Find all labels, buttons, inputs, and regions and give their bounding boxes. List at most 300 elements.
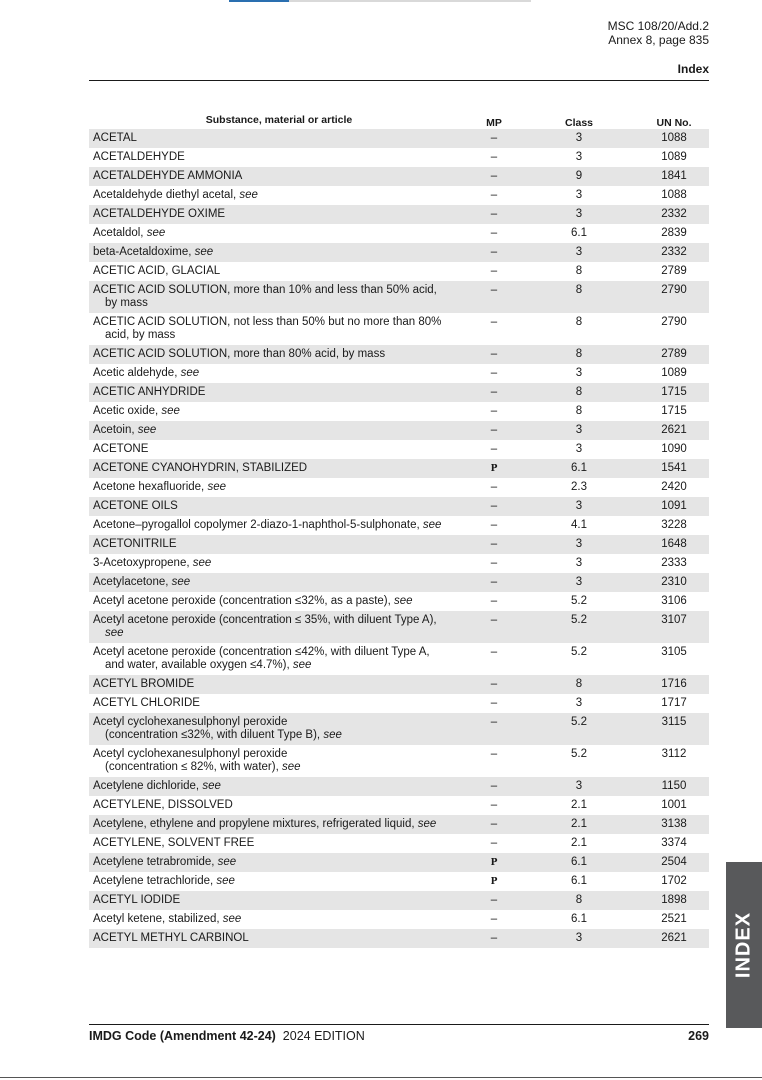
substance-name: ACETALDEHYDE OXIME — [93, 208, 226, 220]
see-reference: see — [422, 519, 442, 531]
substance-name: ACETYL IODIDE — [93, 894, 181, 906]
un-number-cell: 1090 — [661, 443, 687, 455]
class-cell: 3 — [575, 932, 583, 944]
see-reference: see — [323, 729, 342, 741]
table-row — [89, 713, 709, 745]
substance-cell — [89, 694, 469, 713]
substance-cell — [89, 535, 469, 554]
substance-name: ACETIC ANHYDRIDE — [93, 386, 206, 398]
substance-name: Acetyl acetone peroxide (concentration ≤32%, as a paste), — [93, 595, 395, 607]
mp-cell — [469, 554, 519, 570]
substance-name: ACETIC ACID SOLUTION, more than 10% and less than 50% acid, — [93, 284, 437, 296]
class-cell: 3 — [575, 189, 583, 201]
mp-value: – — [490, 932, 498, 944]
mp-value: – — [490, 837, 498, 849]
substance-cell — [89, 573, 469, 592]
un-number-cell: 2789 — [661, 348, 687, 360]
mp-value: – — [490, 132, 498, 144]
mp-cell — [469, 364, 519, 380]
substance-cell — [89, 129, 469, 148]
class-cell: 6.1 — [571, 227, 587, 239]
table-row — [89, 148, 709, 167]
un-number-cell: 2839 — [661, 227, 687, 239]
substance-name: Acetone–pyrogallol copolymer 2-diazo-1-naphthol-5-sulphonate, — [93, 519, 423, 531]
mp-cell — [469, 497, 519, 513]
un-number-cell: 1088 — [661, 189, 687, 201]
class-cell: 3 — [575, 500, 583, 512]
class-cell: 2.3 — [571, 481, 587, 493]
table-row — [89, 243, 709, 262]
table-row — [89, 313, 709, 345]
table-row — [89, 611, 709, 643]
footer-edition: 2024 EDITION — [282, 1029, 365, 1043]
table-row — [89, 815, 709, 834]
substance-name: ACETAL — [93, 132, 137, 144]
un-number-cell: 2621 — [661, 424, 687, 436]
un-number-cell: 1150 — [661, 780, 687, 792]
mp-cell — [469, 535, 519, 551]
substance-cell — [89, 186, 469, 205]
mp-value: – — [490, 367, 498, 379]
substance-name-line2: by mass — [105, 297, 148, 309]
class-cell: 2.1 — [571, 837, 587, 849]
table-row — [89, 383, 709, 402]
mp-value: – — [490, 151, 498, 163]
doc-ref: MSC 108/20/Add.2 — [607, 19, 709, 33]
mp-cell — [469, 186, 519, 202]
class-cell: 2.1 — [571, 799, 587, 811]
mp-cell — [469, 440, 519, 456]
un-number-cell: 1715 — [661, 405, 687, 417]
un-number-cell: 1001 — [661, 799, 687, 811]
un-number-cell: 2504 — [661, 856, 687, 868]
substance-name: Acetaldehyde diethyl acetal, — [93, 189, 240, 201]
page-number: 269 — [688, 1029, 709, 1043]
mp-value: – — [490, 780, 498, 792]
mp-cell — [469, 459, 519, 476]
class-cell: 3 — [575, 697, 583, 709]
mp-cell — [469, 148, 519, 164]
substance-cell — [89, 167, 469, 186]
substance-name: Acetyl cyclohexanesulphonyl peroxide — [93, 748, 288, 760]
see-reference: see — [171, 576, 191, 588]
un-number-cell: 2790 — [661, 284, 687, 296]
mp-value: – — [490, 697, 498, 709]
substance-cell — [89, 777, 469, 796]
class-cell: 8 — [575, 316, 583, 328]
mp-cell — [469, 643, 519, 659]
mp-value: – — [490, 576, 498, 588]
substance-name: ACETONE — [93, 443, 149, 455]
substance-cell — [89, 853, 469, 872]
mp-value: – — [490, 227, 498, 239]
marine-pollutant-mark: P — [490, 858, 498, 868]
footer-divider — [89, 1024, 709, 1025]
table-header — [89, 113, 709, 129]
class-cell: 8 — [575, 348, 583, 360]
table-row — [89, 675, 709, 694]
side-tab-label: INDEX — [732, 911, 755, 979]
class-cell: 8 — [575, 894, 583, 906]
see-reference: see — [180, 367, 200, 379]
un-number-cell: 1715 — [661, 386, 687, 398]
index-table — [89, 113, 709, 948]
table-row — [89, 592, 709, 611]
mp-cell — [469, 777, 519, 793]
index-side-tab[interactable] — [726, 862, 762, 1028]
substance-name: Acetyl ketene, stabilized, — [93, 913, 223, 925]
table-row — [89, 891, 709, 910]
class-cell: 3 — [575, 443, 583, 455]
mp-value: – — [490, 646, 498, 658]
class-cell: 9 — [575, 170, 583, 182]
mp-cell — [469, 694, 519, 710]
substance-cell — [89, 611, 469, 643]
un-number-cell: 3106 — [661, 595, 687, 607]
un-number-cell: 3112 — [661, 748, 687, 760]
substance-name: ACETYL METHYL CARBINOL — [93, 932, 249, 944]
substance-name-line2: acid, by mass — [105, 329, 176, 341]
class-cell: 3 — [575, 151, 583, 163]
un-number-cell: 3115 — [661, 716, 687, 728]
un-number-cell: 1091 — [661, 500, 687, 512]
mp-cell — [469, 929, 519, 945]
substance-cell — [89, 929, 469, 948]
mp-cell — [469, 478, 519, 494]
substance-cell — [89, 345, 469, 364]
header-divider — [89, 80, 709, 81]
footer-title — [89, 1029, 365, 1043]
substance-cell — [89, 516, 469, 535]
substance-name-cont — [93, 627, 465, 640]
mp-value: – — [490, 348, 498, 360]
mp-cell — [469, 834, 519, 850]
table-row — [89, 402, 709, 421]
see-reference: see — [192, 557, 212, 569]
table-row — [89, 796, 709, 815]
substance-cell — [89, 745, 469, 777]
mp-value: – — [490, 424, 498, 436]
substance-name-line2: (concentration ≤32%, with diluent Type B), — [105, 729, 324, 741]
see-reference: see — [281, 761, 301, 773]
col-substance: Substance, material or article — [205, 114, 353, 126]
see-reference: see — [239, 189, 258, 201]
mp-cell — [469, 243, 519, 259]
un-number-cell: 1841 — [661, 170, 687, 182]
see-reference: see — [394, 595, 413, 607]
mp-cell — [469, 402, 519, 418]
un-number-cell: 2790 — [661, 316, 687, 328]
mp-cell — [469, 421, 519, 437]
see-reference: see — [222, 913, 242, 925]
substance-name-cont — [93, 297, 465, 310]
substance-name: Acetoin, — [93, 424, 138, 436]
mp-value: – — [490, 913, 498, 925]
mp-value: – — [490, 405, 498, 417]
class-cell: 8 — [575, 386, 583, 398]
mp-value: – — [490, 678, 498, 690]
un-number-cell: 1089 — [661, 367, 687, 379]
substance-cell — [89, 243, 469, 262]
mp-cell — [469, 713, 519, 729]
mp-cell — [469, 675, 519, 691]
un-number-cell: 2420 — [661, 481, 687, 493]
mp-value: – — [490, 208, 498, 220]
class-cell: 3 — [575, 780, 583, 792]
mp-value: – — [490, 595, 498, 607]
class-cell: 2.1 — [571, 818, 587, 830]
un-number-cell: 2310 — [661, 576, 687, 588]
substance-name: Acetone hexafluoride, — [93, 481, 208, 493]
table-row — [89, 535, 709, 554]
substance-name: ACETONE OILS — [93, 500, 178, 512]
substance-name: ACETYLENE, SOLVENT FREE — [93, 837, 255, 849]
mp-value: – — [490, 500, 498, 512]
table-row — [89, 281, 709, 313]
see-reference: see — [417, 818, 437, 830]
substance-name: Acetyl acetone peroxide (concentration ≤ 35%, with diluent Type A), — [93, 614, 437, 626]
substance-name: ACETIC ACID SOLUTION, not less than 50% but no more than 80% — [93, 316, 442, 328]
mp-cell — [469, 573, 519, 589]
substance-name: Acetyl acetone peroxide (concentration ≤42%, with diluent Type A, — [93, 646, 430, 658]
substance-cell — [89, 675, 469, 694]
class-cell: 3 — [575, 557, 583, 569]
mp-value: – — [490, 246, 498, 258]
class-cell: 5.2 — [571, 748, 587, 760]
mp-cell — [469, 611, 519, 627]
class-cell: 3 — [575, 538, 583, 550]
class-cell: 8 — [575, 405, 583, 417]
substance-cell — [89, 834, 469, 853]
mp-value: – — [490, 265, 498, 277]
mp-cell — [469, 262, 519, 278]
mp-value: – — [490, 716, 498, 728]
class-cell: 8 — [575, 678, 583, 690]
table-row — [89, 745, 709, 777]
mp-cell — [469, 281, 519, 297]
substance-name-cont — [93, 659, 465, 672]
substance-cell — [89, 796, 469, 815]
table-row — [89, 364, 709, 383]
substance-name: Acetylene, ethylene and propylene mixtures, refrigerated liquid, — [93, 818, 418, 830]
mp-cell — [469, 745, 519, 761]
substance-name: ACETYL CHLORIDE — [93, 697, 200, 709]
substance-cell — [89, 281, 469, 313]
mp-value: – — [490, 818, 498, 830]
see-reference: see — [292, 659, 312, 671]
substance-name: ACETALDEHYDE AMMONIA — [93, 170, 243, 182]
class-cell: 3 — [575, 208, 583, 220]
mp-cell — [469, 383, 519, 399]
table-row — [89, 872, 709, 891]
un-number-cell: 3107 — [661, 614, 687, 626]
class-cell: 6.1 — [571, 856, 587, 868]
marine-pollutant-mark: P — [490, 464, 498, 474]
table-row — [89, 421, 709, 440]
table-row — [89, 853, 709, 872]
substance-name: Acetylene tetrachloride, — [93, 875, 217, 887]
class-cell: 3 — [575, 246, 583, 258]
table-row — [89, 554, 709, 573]
un-number-cell: 2333 — [661, 557, 687, 569]
mp-value: – — [490, 443, 498, 455]
substance-cell — [89, 497, 469, 516]
table-row — [89, 224, 709, 243]
substance-name: ACETIC ACID SOLUTION, more than 80% acid, by mass — [93, 348, 386, 360]
see-reference: see — [161, 405, 180, 417]
substance-name-cont — [93, 329, 465, 342]
substance-name: ACETYL BROMIDE — [93, 678, 195, 690]
substance-cell — [89, 713, 469, 745]
un-number-cell: 2621 — [661, 932, 687, 944]
see-reference: see — [202, 780, 221, 792]
col-mp: MP — [486, 117, 502, 129]
substance-name-line2: (concentration ≤ 82%, with water), — [105, 761, 282, 773]
mp-value: – — [490, 170, 498, 182]
mp-cell — [469, 796, 519, 812]
substance-cell — [89, 148, 469, 167]
un-number-cell: 2521 — [661, 913, 687, 925]
mp-value: – — [490, 614, 498, 626]
table-row — [89, 910, 709, 929]
class-cell: 5.2 — [571, 716, 587, 728]
table-row — [89, 167, 709, 186]
substance-cell — [89, 891, 469, 910]
un-number-cell: 1088 — [661, 132, 687, 144]
see-reference: see — [216, 875, 235, 887]
substance-cell — [89, 224, 469, 243]
table-row — [89, 573, 709, 592]
substance-cell — [89, 459, 469, 478]
mp-cell — [469, 224, 519, 240]
substance-name-line2: and water, available oxygen ≤4.7%), — [105, 659, 293, 671]
un-number-cell: 3138 — [661, 818, 687, 830]
mp-cell — [469, 345, 519, 361]
substance-cell — [89, 872, 469, 891]
annex-ref: Annex 8, page 835 — [608, 33, 709, 47]
substance-name: Acetaldol, — [93, 227, 147, 239]
un-number-cell: 3228 — [661, 519, 687, 531]
substance-cell — [89, 364, 469, 383]
table-row — [89, 834, 709, 853]
class-cell: 6.1 — [571, 875, 587, 887]
mp-cell — [469, 516, 519, 532]
table-row — [89, 497, 709, 516]
mp-cell — [469, 167, 519, 183]
substance-name: Acetic oxide, — [93, 405, 162, 417]
substance-cell — [89, 643, 469, 675]
substance-name: Acetic aldehyde, — [93, 367, 181, 379]
substance-name: Acetylacetone, — [93, 576, 172, 588]
mp-cell — [469, 872, 519, 889]
class-cell: 5.2 — [571, 614, 587, 626]
substance-name: ACETALDEHYDE — [93, 151, 185, 163]
mp-value: – — [490, 799, 498, 811]
mp-value: – — [490, 557, 498, 569]
substance-cell — [89, 313, 469, 345]
substance-cell — [89, 383, 469, 402]
un-number-cell: 1898 — [661, 894, 687, 906]
top-progress-segment — [229, 0, 289, 2]
table-row — [89, 929, 709, 948]
table-row — [89, 694, 709, 713]
table-row — [89, 262, 709, 281]
footer-code: IMDG Code (Amendment 42-24) — [89, 1029, 276, 1043]
substance-cell — [89, 910, 469, 929]
substance-cell — [89, 262, 469, 281]
mp-cell — [469, 910, 519, 926]
mp-value: – — [490, 748, 498, 760]
mp-cell — [469, 592, 519, 608]
bottom-edge — [0, 1077, 762, 1078]
class-cell: 6.1 — [571, 913, 587, 925]
un-number-cell: 3105 — [661, 646, 687, 658]
class-cell: 6.1 — [571, 462, 587, 474]
table-row — [89, 440, 709, 459]
mp-value: – — [490, 538, 498, 550]
un-number-cell: 3374 — [661, 837, 687, 849]
table-row — [89, 186, 709, 205]
un-number-cell: 2332 — [661, 246, 687, 258]
mp-value: – — [490, 284, 498, 296]
class-cell: 5.2 — [571, 646, 587, 658]
table-row — [89, 777, 709, 796]
class-cell: 8 — [575, 265, 583, 277]
table-row — [89, 205, 709, 224]
section-title: Index — [677, 62, 709, 76]
substance-name: beta-Acetaldoxime, — [93, 246, 195, 258]
substance-name: Acetylene dichloride, — [93, 780, 203, 792]
col-class: Class — [564, 117, 594, 129]
see-reference: see — [207, 481, 226, 493]
substance-cell — [89, 554, 469, 573]
top-progress-bar — [229, 0, 531, 2]
see-reference: see — [105, 627, 124, 639]
mp-value: – — [490, 189, 498, 201]
un-number-cell: 2789 — [661, 265, 687, 277]
substance-cell — [89, 440, 469, 459]
substance-name: ACETYLENE, DISSOLVED — [93, 799, 233, 811]
mp-value: – — [490, 386, 498, 398]
substance-cell — [89, 592, 469, 611]
marine-pollutant-mark: P — [490, 877, 498, 887]
substance-name: 3-Acetoxypropene, — [93, 557, 193, 569]
mp-cell — [469, 815, 519, 831]
mp-value: – — [490, 481, 498, 493]
see-reference: see — [194, 246, 214, 258]
class-cell: 8 — [575, 284, 583, 296]
see-reference: see — [146, 227, 166, 239]
substance-name-cont — [93, 761, 465, 774]
mp-value: – — [490, 316, 498, 328]
mp-cell — [469, 853, 519, 870]
substance-name: ACETONE CYANOHYDRIN, STABILIZED — [93, 462, 308, 474]
table-row — [89, 643, 709, 675]
un-number-cell: 1541 — [661, 462, 687, 474]
table-row — [89, 459, 709, 478]
substance-cell — [89, 402, 469, 421]
document-reference — [608, 19, 709, 47]
table-row — [89, 345, 709, 364]
mp-value: – — [490, 519, 498, 531]
un-number-cell: 1648 — [661, 538, 687, 550]
substance-cell — [89, 205, 469, 224]
class-cell: 5.2 — [571, 595, 587, 607]
see-reference: see — [217, 856, 237, 868]
class-cell: 3 — [575, 132, 583, 144]
mp-cell — [469, 205, 519, 221]
un-number-cell: 1716 — [661, 678, 687, 690]
